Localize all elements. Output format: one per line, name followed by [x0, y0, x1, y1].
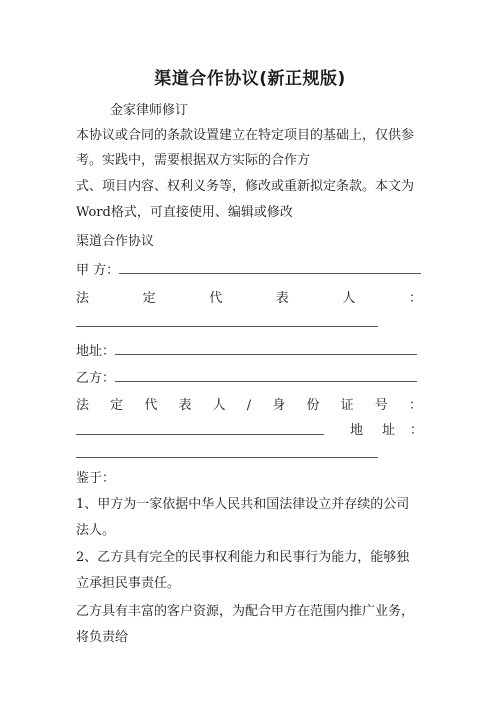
- id-char: 定: [110, 398, 124, 413]
- id-char: 号: [374, 398, 388, 413]
- legal-rep-char: 代: [209, 291, 223, 306]
- intro-line-2: 考。实践中，需要根据双方实际的合作方: [76, 153, 311, 168]
- address-blank: [115, 342, 417, 355]
- clause-line: 立承担民事责任。: [76, 576, 181, 591]
- id-char: 表: [178, 398, 192, 413]
- party-b-label: 乙方：: [76, 371, 116, 386]
- id-char: /: [246, 398, 252, 413]
- id-char: 代: [144, 398, 158, 413]
- legal-rep-row: [76, 290, 426, 308]
- legal-rep-char: 法: [76, 291, 90, 306]
- clause-line: 将负责给: [76, 630, 129, 645]
- id-address-row: [76, 422, 426, 441]
- address-label: 地址：: [76, 344, 116, 359]
- intro-line-4: Word格式，可直接使用、编辑或修改: [76, 205, 293, 220]
- clause-line: 乙方具有丰富的客户资源，为配合甲方在范围内推广业务，: [76, 604, 415, 619]
- party-a-blank: [119, 261, 421, 274]
- address-row: [76, 342, 426, 361]
- legal-rep-char: ：: [408, 291, 422, 306]
- id-char: ：: [408, 398, 422, 413]
- party-a-row: [76, 261, 426, 280]
- address2-char: 址: [382, 423, 396, 438]
- clause-line: 2、乙方具有完全的民事权利能力和民事行为能力，能够独: [76, 550, 410, 565]
- id-char: 法: [76, 398, 90, 413]
- id-char: 人: [212, 398, 226, 413]
- whereas-heading: 鉴于：: [76, 471, 116, 486]
- legal-rep-char: 表: [275, 291, 289, 306]
- id-char: 身: [272, 398, 286, 413]
- intro-line-3: 式、项目内容、权利义务等，修改或重新拟定条款。本文为: [76, 179, 415, 194]
- address2-char: 地: [350, 423, 364, 438]
- address2-blank: [76, 457, 378, 458]
- id-number-blank: [76, 422, 324, 435]
- party-b-row: [76, 369, 426, 388]
- legal-rep-blank: [76, 326, 378, 327]
- clause-line: 法人。: [76, 523, 116, 538]
- address2-char: ：: [410, 423, 424, 438]
- party-b-blank: [115, 369, 417, 382]
- clause-line: 1、甲方为一家依据中华人民共和国法律设立并存续的公司: [76, 497, 410, 512]
- legal-rep-id-row: [76, 397, 426, 415]
- legal-rep-char: 定: [142, 291, 156, 306]
- party-a-label: 甲 方：: [76, 263, 120, 278]
- intro-line-1: 本协议或合同的条款设置建立在特定项目的基础上，仅供参: [76, 128, 415, 143]
- agreement-subtitle: 渠道合作协议: [76, 234, 155, 249]
- id-char: 份: [306, 398, 320, 413]
- author-note: 金家律师修订: [110, 103, 189, 118]
- legal-rep-char: 人: [342, 291, 356, 306]
- id-char: 证: [340, 398, 354, 413]
- document-title: 渠道合作协议(新正规版): [154, 69, 346, 89]
